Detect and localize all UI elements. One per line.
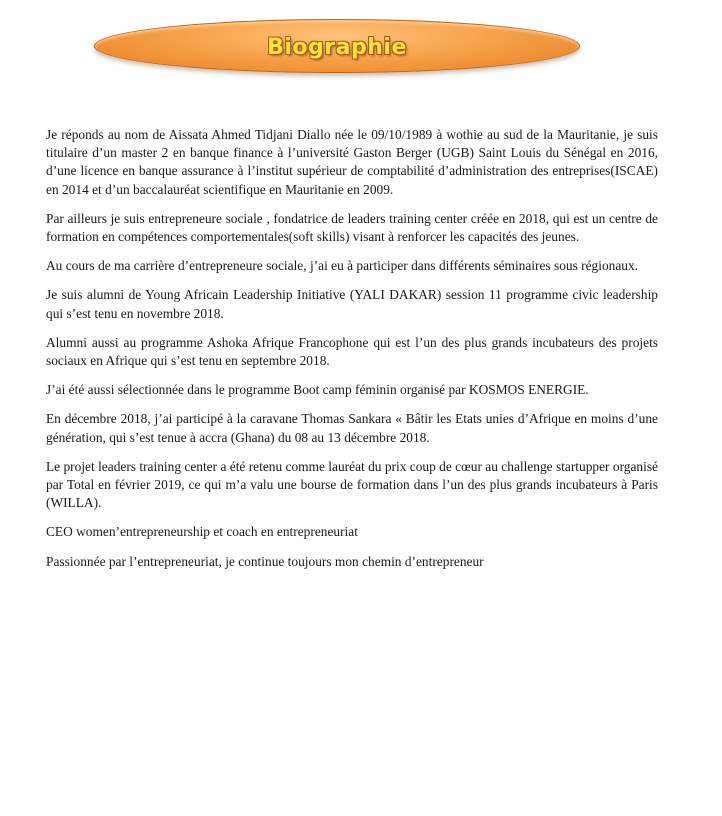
paragraph-bootcamp: J’ai été aussi sélectionnée dans le programme Boot camp féminin organisé par KOSMOS ENERGIE.	[46, 382, 589, 398]
paragraph-intro: Je réponds au nom de Aissata Ahmed Tidjani Diallo née le 09/10/1989 à wothie au sud de la Mauritanie, je suis titulaire d’un master 2 en banque finance à l’université Gaston Berger (UGB) Saint Louis du Sénégal en 2016, d’une licence en banque assurance à l’institut supérieur de comptabilité d’administration des entreprises(ISCAE) en 2014 et d’un baccalauréat scientifique en Mauritanie en 2009.	[46, 127, 658, 197]
paragraph-caravane: En décembre 2018, j’ai participé à la caravane Thomas Sankara « Bâtir les Etats unies d’Afrique en moins d’une génération, qui s’est tenue à accra (Ghana) du 08 au 13 décembre 2018.	[46, 411, 658, 445]
paragraph-ceo: CEO women’entrepreneurship et coach en entrepreneuriat	[46, 524, 358, 540]
paragraph-entrepreneur: Par ailleurs je suis entrepreneure sociale , fondatrice de leaders training center créée en 2018, qui est un centre de formation en compétences comportementales(soft skills) visant à renforcer les capacités des jeunes.	[46, 210, 658, 245]
page-title: Biographie	[267, 34, 407, 60]
paragraph-passion: Passionnée par l’entrepreneuriat, je continue toujours mon chemin d’entrepreneur	[46, 553, 484, 569]
paragraph-yali: Je suis alumni de Young Africain Leadership Initiative (YALI DAKAR) session 11 programme civic leadership qui s’est tenu en novembre 2018.	[46, 287, 658, 321]
paragraph-career: Au cours de ma carrière d’entrepreneure sociale, j’ai eu à participer dans différents séminaires sous régionaux.	[46, 258, 639, 274]
paragraph-ashoka: Alumni aussi au programme Ashoka Afrique Francophone qui est l’un des plus grands incubateurs des projets sociaux en Afrique qui s’est tenu en septembre 2018.	[46, 334, 658, 369]
paragraph-laureat: Le projet leaders training center a été retenu comme lauréat du prix coup de cœur au challenge startupper organisé par Total en février 2019, ce qui m’a valu une bourse de formation dans l’un des plus grands incubateurs à Paris (WILLA).	[46, 458, 658, 511]
title-banner	[94, 19, 580, 73]
biography-body	[46, 126, 658, 582]
